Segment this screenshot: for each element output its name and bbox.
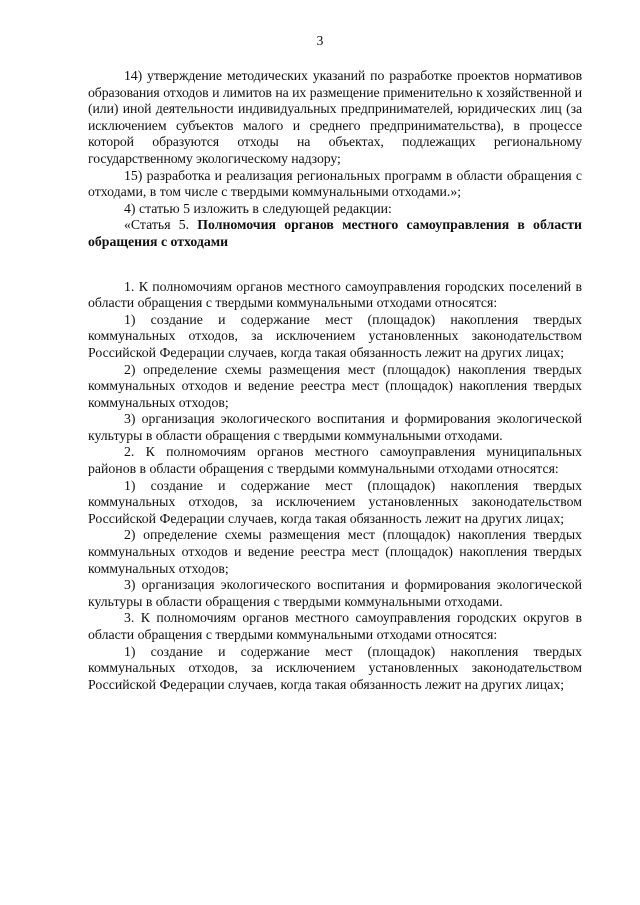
section-1-intro: 1. К полномочиям органов местного самоуправления городских поселений в области обращения с твердыми коммунальными отходами относятся: [88,278,582,311]
section-2-item-1: 1) создание и содержание мест (площадок) накопления твердых коммунальных отходов, за исключением установленных законодательством Российской Федерации случаев, когда такая обязанность лежит на других лицах; [88,477,582,526]
paragraph-item-15: 15) разработка и реализация региональных программ в области обращения с отходами, в том числе с твердыми коммунальными отходами.»; [88,167,582,200]
section-3-intro: 3. К полномочиям органов местного самоуправления городских округов в области обращения с твердыми коммунальными отходами относятся: [88,610,582,642]
section-1-item-3: 3) организация экологического воспитания и формирования экологической культуры в области обращения с твердыми коммунальными отходами. [88,411,582,443]
spacer [88,251,582,279]
section-1-item-2: 2) определение схемы размещения мест (площадок) накопления твердых коммунальных отходов и ведение реестра мест (площадок) накопления твердых коммунальных отходов; [88,361,582,410]
section-1-item-1: 1) создание и содержание мест (площадок) накопления твердых коммунальных отходов, за исключением установленных законодательством Российской Федерации случаев, когда такая обязанность лежит на других лицах; [88,311,582,360]
article-heading-prefix: «Статья 5. [124,217,198,233]
section-3-item-1: 1) создание и содержание мест (площадок) накопления твердых коммунальных отходов, за исключением установленных законодательством Российской Федерации случаев, когда такая обязанность лежит на других лицах; [88,643,582,692]
section-2-intro: 2. К полномочиям органов местного самоуправления муниципальных районов в области обращения с твердыми коммунальными отходами относятся: [88,444,582,477]
section-2-item-2: 2) определение схемы размещения мест (площадок) накопления твердых коммунальных отходов и ведение реестра мест (площадок) накопления твердых коммунальных отходов; [88,527,582,576]
document-body [88,68,582,693]
article-heading-title: Полномочия органов местного самоуправления в области обращения с отходами [88,217,582,249]
paragraph-item-4: 4) статью 5 изложить в следующей редакции: [124,200,392,216]
article-heading [88,217,582,250]
section-2-item-3: 3) организация экологического воспитания и формирования экологической культуры в области обращения с твердыми коммунальными отходами. [88,577,582,609]
paragraph-item-14: 14) утверждение методических указаний по разработке проектов нормативов образования отходов и лимитов на их размещение применительно к хозяйственной и (или) иной деятельности индивидуальных предпринимателей, юридических лиц (за исключением субъектов малого и среднего предпринимательства), в процессе которой образуются отходы на объектах, подлежащих региональному государственному экологическому надзору; [88,68,582,166]
page-number: 3 [316,33,324,48]
